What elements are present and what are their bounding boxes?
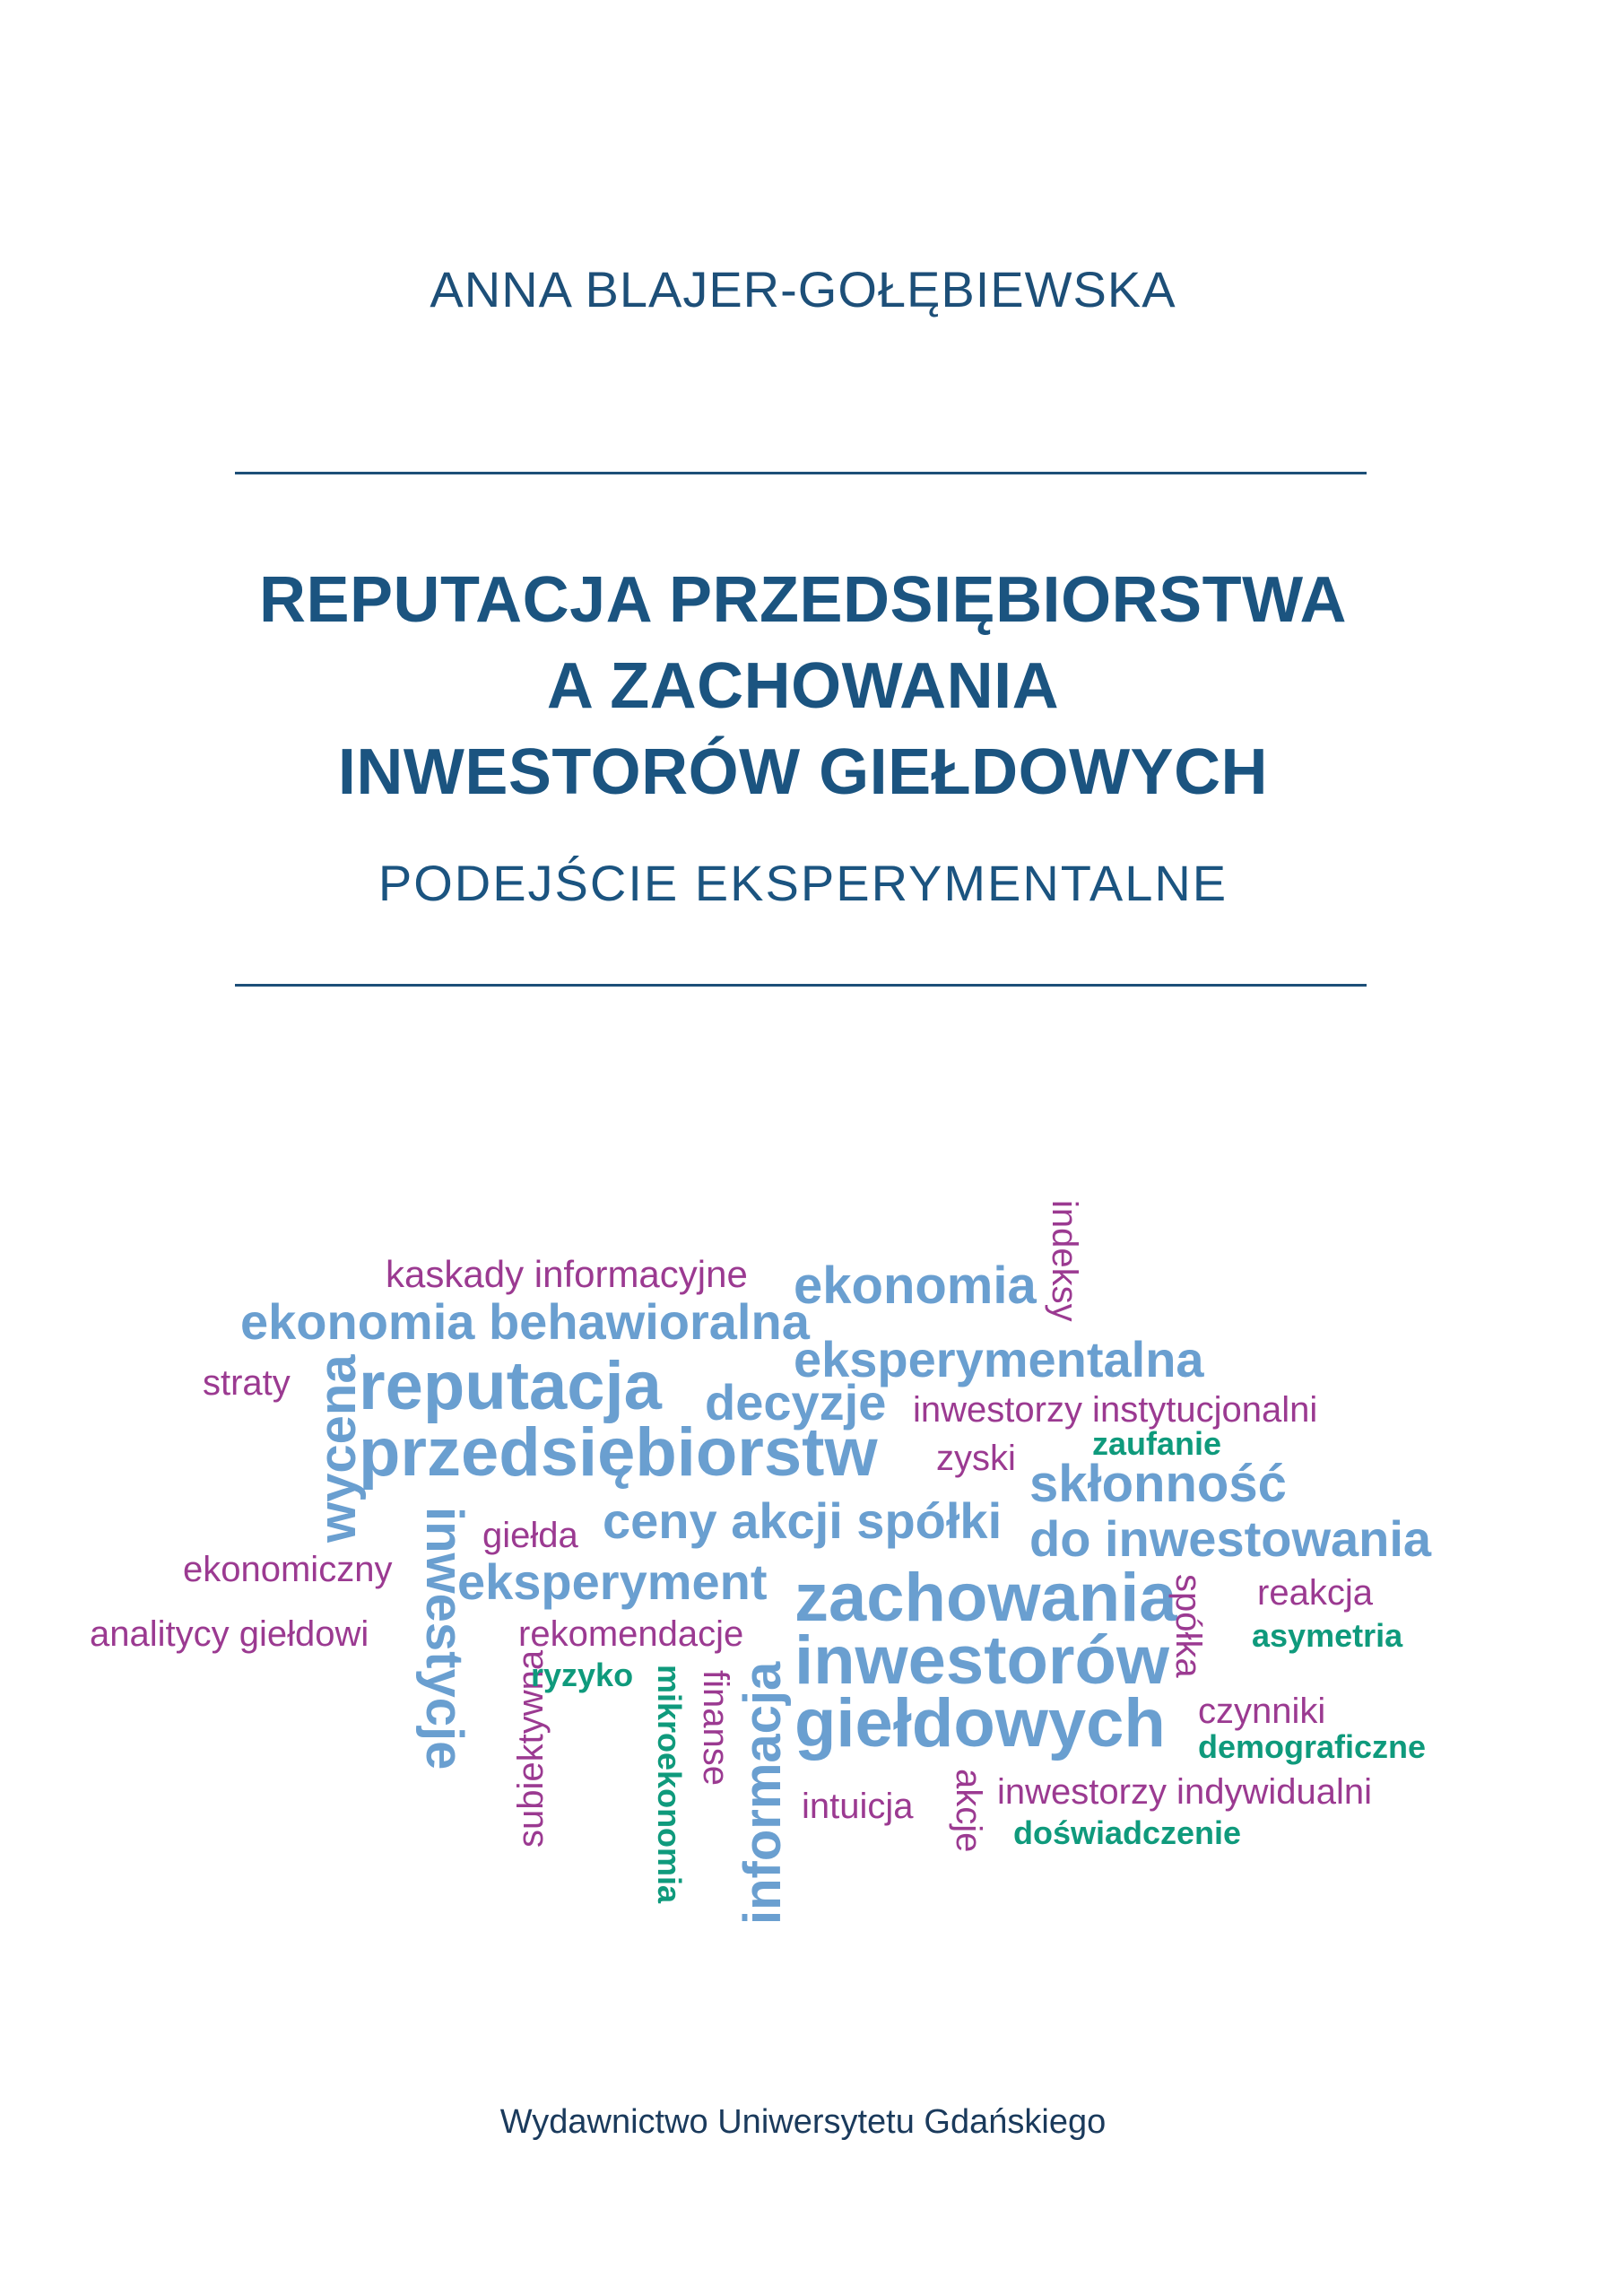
word-przedsiebiorstw: przedsiębiorstw — [359, 1414, 878, 1491]
title-line-3: INWESTORÓW GIEŁDOWYCH — [337, 736, 1269, 808]
word-finanse: finanse — [696, 1670, 735, 1786]
word-zachowania: zachowania — [794, 1560, 1177, 1636]
word-doswiadczenie: doświadczenie — [1013, 1814, 1242, 1851]
word-ekonomia-behawioralna: ekonomia behawioralna — [240, 1293, 810, 1350]
word-gielda: giełda — [482, 1516, 578, 1555]
word-ryzyko: ryzyko — [531, 1657, 634, 1693]
word-do-inwestowania: do inwestowania — [1029, 1510, 1432, 1567]
word-zyski: zyski — [936, 1439, 1016, 1478]
word-inwestycje: inwestycje — [415, 1507, 473, 1770]
top-divider — [235, 472, 1367, 474]
word-spolka: spółka — [1168, 1574, 1208, 1678]
word-akcje: akcje — [949, 1769, 988, 1853]
word-inwestorzy-indywidualni: inwestorzy indywidualni — [997, 1772, 1372, 1812]
word-reakcja: reakcja — [1257, 1573, 1373, 1613]
title-line-1: REPUTACJA PRZEDSIĘBIORSTWA — [258, 564, 1348, 636]
word-gieldowych: giełdowych — [794, 1685, 1166, 1761]
subtitle: PODEJŚCIE EKSPERYMENTALNE — [378, 855, 1228, 911]
word-straty: straty — [203, 1363, 291, 1403]
word-demograficzne: demograficzne — [1198, 1728, 1427, 1765]
word-analitycy-gieldowi: analitycy giełdowi — [90, 1614, 369, 1654]
publisher-name: Wydawnictwo Uniwersytetu Gdańskiego — [499, 2103, 1107, 2141]
word-wycena: wycena — [308, 1354, 367, 1543]
word-eksperyment: eksperyment — [457, 1553, 768, 1610]
word-zaufanie: zaufanie — [1092, 1425, 1222, 1462]
word-rekomendacje: rekomendacje — [518, 1614, 744, 1654]
word-informacja: informacja — [734, 1661, 792, 1925]
bottom-divider — [235, 984, 1367, 987]
word-asymetria: asymetria — [1252, 1617, 1403, 1654]
word-subiektywna: subiektywna — [511, 1649, 551, 1848]
word-intuicja: intuicja — [802, 1787, 914, 1826]
word-reputacja: reputacja — [359, 1348, 662, 1424]
word-ekonomia: ekonomia — [794, 1257, 1037, 1315]
word-kaskady-informacyjne: kaskady informacyjne — [386, 1253, 748, 1295]
author-name: ANNA BLAJER-GOŁĘBIEWSKA — [430, 261, 1176, 317]
word-czynniki: czynniki — [1198, 1692, 1326, 1731]
word-ekonomiczny: ekonomiczny — [183, 1550, 393, 1589]
word-inwestorow: inwestorów — [794, 1622, 1170, 1699]
word-sklonnosc: skłonność — [1029, 1455, 1287, 1513]
title-line-2: A ZACHOWANIA — [546, 650, 1060, 722]
word-decyzje: decyzje — [705, 1374, 887, 1431]
word-indeksy: indeksy — [1045, 1200, 1084, 1322]
word-eksperymentalna: eksperymentalna — [794, 1331, 1204, 1387]
word-mikroekonomia: mikroekonomia — [651, 1665, 688, 1904]
word-inwestorzy-instytucjonalni: inwestorzy instytucjonalni — [913, 1390, 1318, 1430]
word-ceny-akcji-spolki: ceny akcji spółki — [603, 1492, 1003, 1549]
